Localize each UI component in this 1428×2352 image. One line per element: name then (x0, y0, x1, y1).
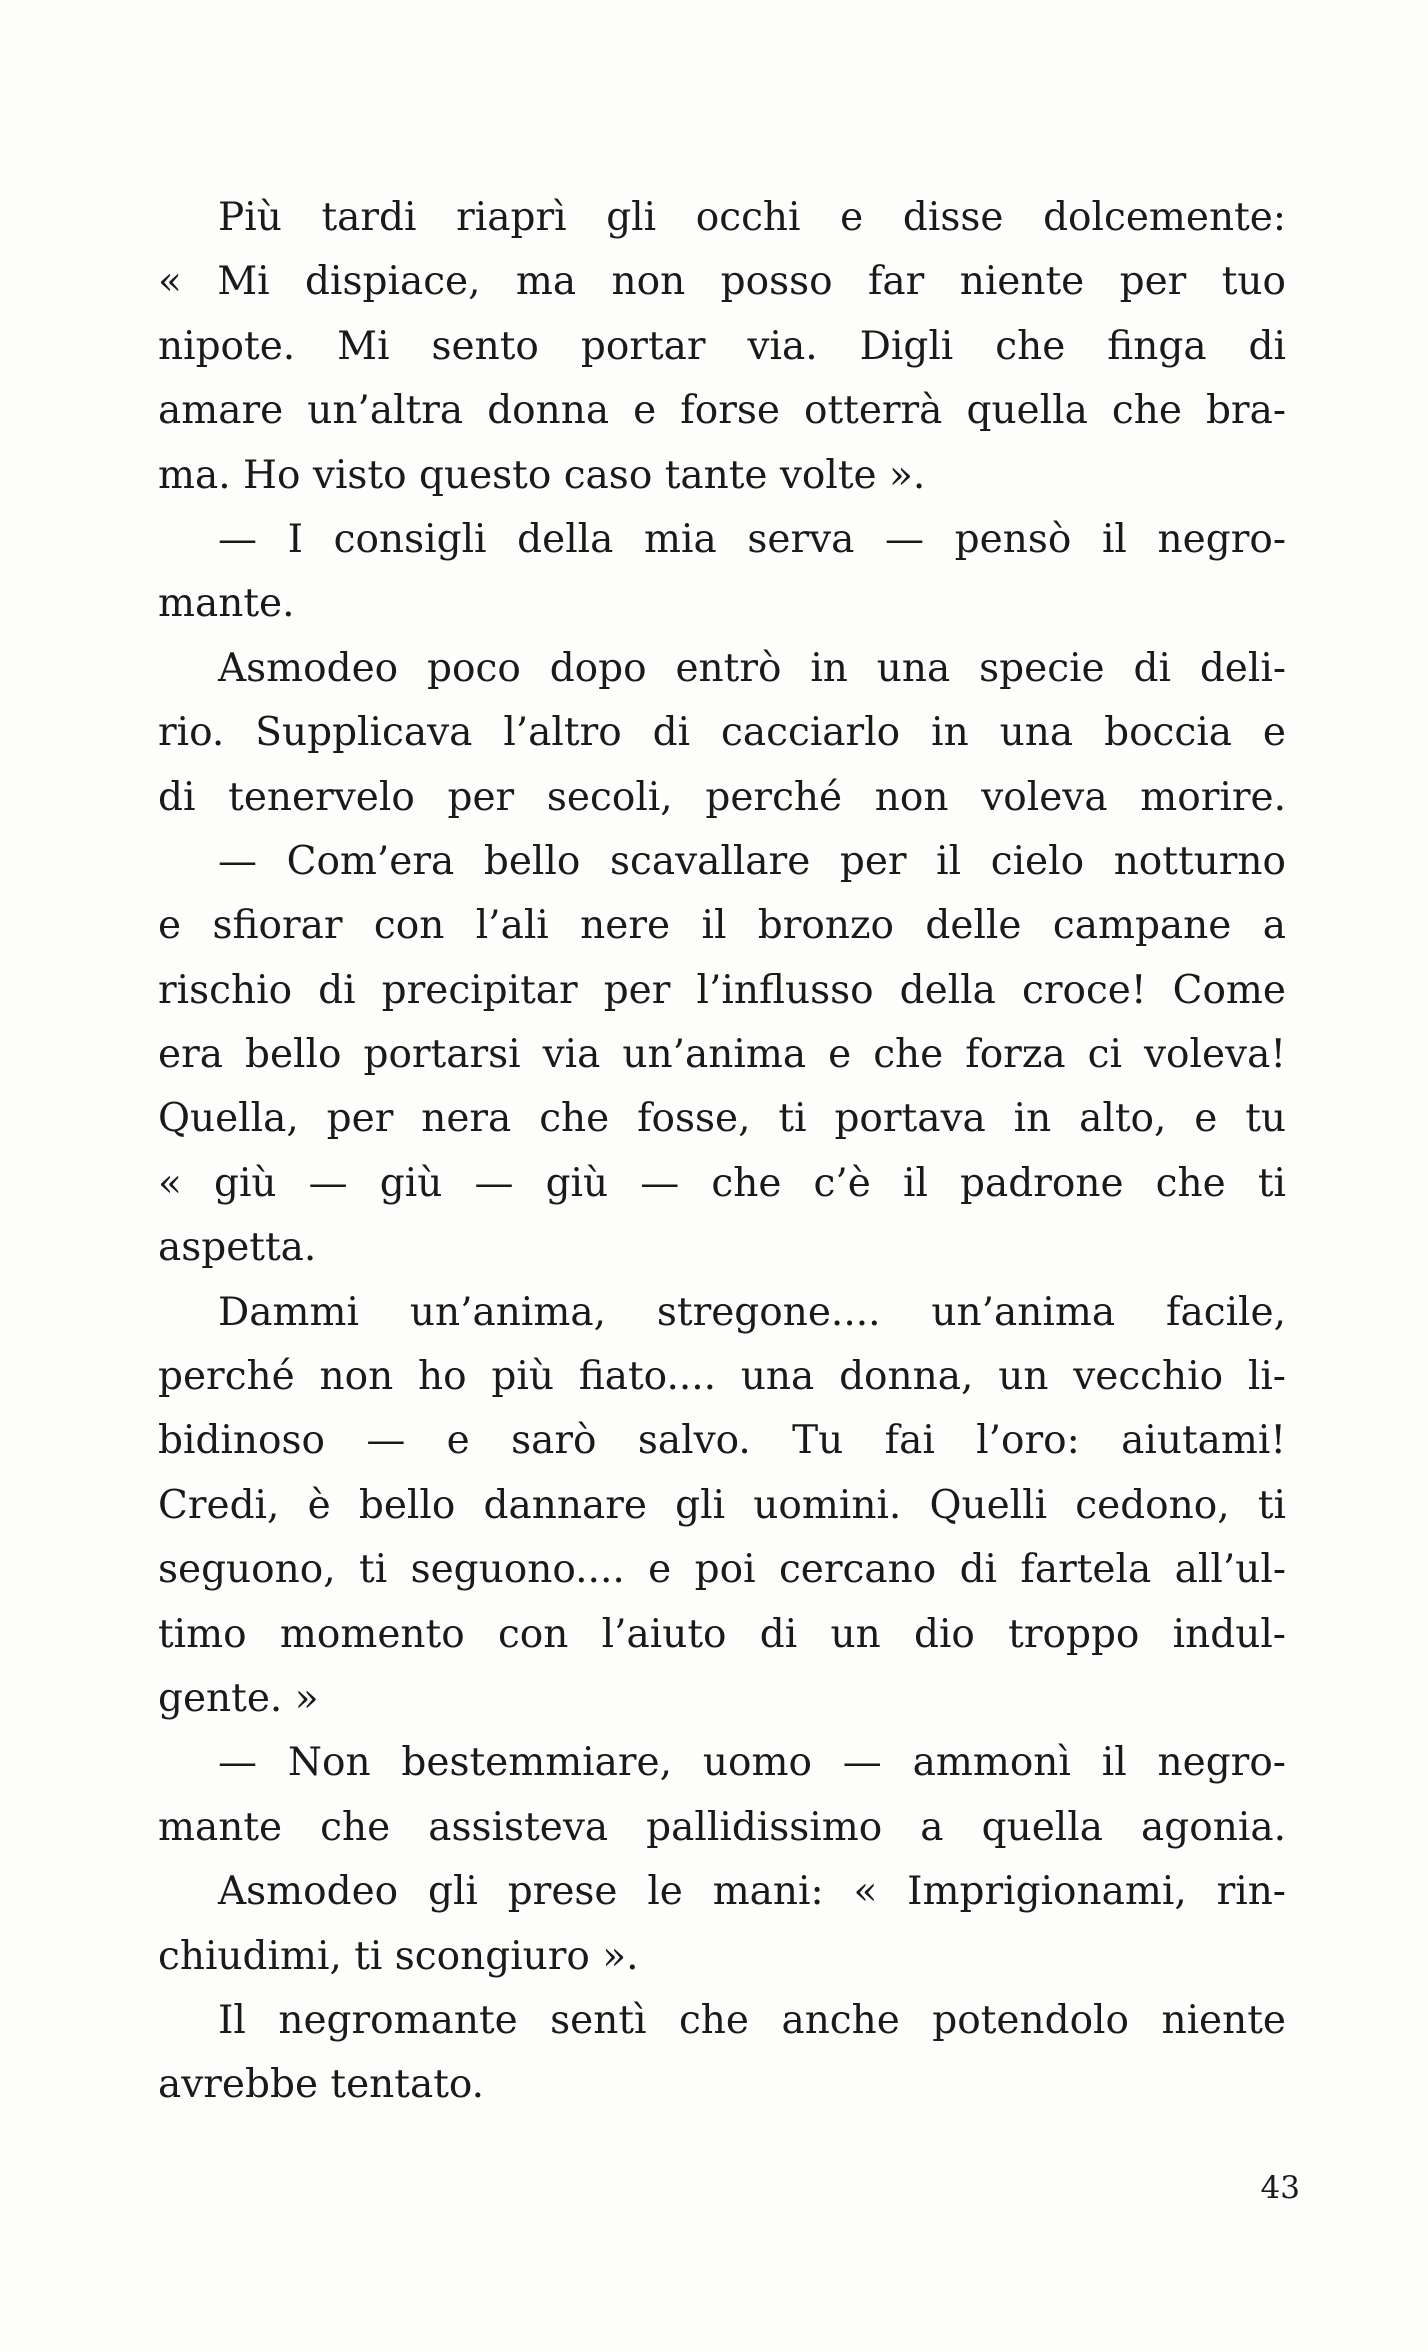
page-number: 43 (1260, 2170, 1300, 2206)
text-line: « Mi dispiace, ma non posso far niente per tuo (158, 259, 1286, 305)
text-line: era bello portarsi via un’anima e che forza ci voleva! (158, 1032, 1286, 1078)
text-line: avrebbe tentato. (158, 2062, 485, 2108)
text-line: rio. Supplicava l’altro di cacciarlo in una boccia e (158, 710, 1286, 756)
text-line: mante che assisteva pallidissimo a quella agonia. (158, 1804, 1286, 1850)
text-line: — Com’era bello scavallare per il cielo notturno (218, 838, 1286, 884)
text-line: bidinoso — e sarò salvo. Tu fai l’oro: aiutami! (158, 1418, 1286, 1464)
text-line: Asmodeo gli prese le mani: « Imprigionami, rin- (218, 1869, 1286, 1915)
text-line: aspetta. (158, 1225, 317, 1271)
text-line: timo momento con l’aiuto di un dio troppo indul- (158, 1611, 1286, 1657)
text-line: — Non bestemmiare, uomo — ammonì il negro- (218, 1740, 1286, 1786)
text-line: di tenervelo per secoli, perché non voleva morire. (158, 774, 1286, 820)
text-line: gente. » (158, 1675, 319, 1721)
text-line: Credi, è bello dannare gli uomini. Quelli cedono, ti (158, 1482, 1286, 1528)
text-line: rischio di precipitar per l’influsso della croce! Come (158, 967, 1286, 1013)
text-line: Dammi un’anima, stregone.... un’anima facile, (218, 1289, 1286, 1335)
text-line: Asmodeo poco dopo entrò in una specie di deli- (218, 645, 1286, 691)
text-line: perché non ho più fiato.... una donna, un vecchio li- (158, 1354, 1286, 1400)
text-line: mante. (158, 581, 295, 627)
text-line: « giù — giù — giù — che c’è il padrone che ti (158, 1160, 1286, 1206)
text-line: nipote. Mi sento portar via. Digli che finga di (158, 323, 1286, 369)
text-line: ma. Ho visto questo caso tante volte ». (158, 452, 926, 498)
text-line: chiudimi, ti scongiuro ». (158, 1933, 639, 1979)
body-text (158, 186, 1286, 2118)
text-line: amare un’altra donna e forse otterrà quella che bra- (158, 388, 1286, 434)
text-line: — I consigli della mia serva — pensò il negro- (218, 516, 1286, 562)
text-line: e sfiorar con l’ali nere il bronzo delle campane a (158, 903, 1286, 949)
text-line: Il negromante sentì che anche potendolo niente (218, 1997, 1286, 2043)
text-line: Quella, per nera che fosse, ti portava in alto, e tu (158, 1096, 1286, 1142)
text-line: Più tardi riaprì gli occhi e disse dolcemente: (218, 195, 1286, 240)
text-line: seguono, ti seguono.... e poi cercano di fartela all’ul- (158, 1547, 1286, 1593)
